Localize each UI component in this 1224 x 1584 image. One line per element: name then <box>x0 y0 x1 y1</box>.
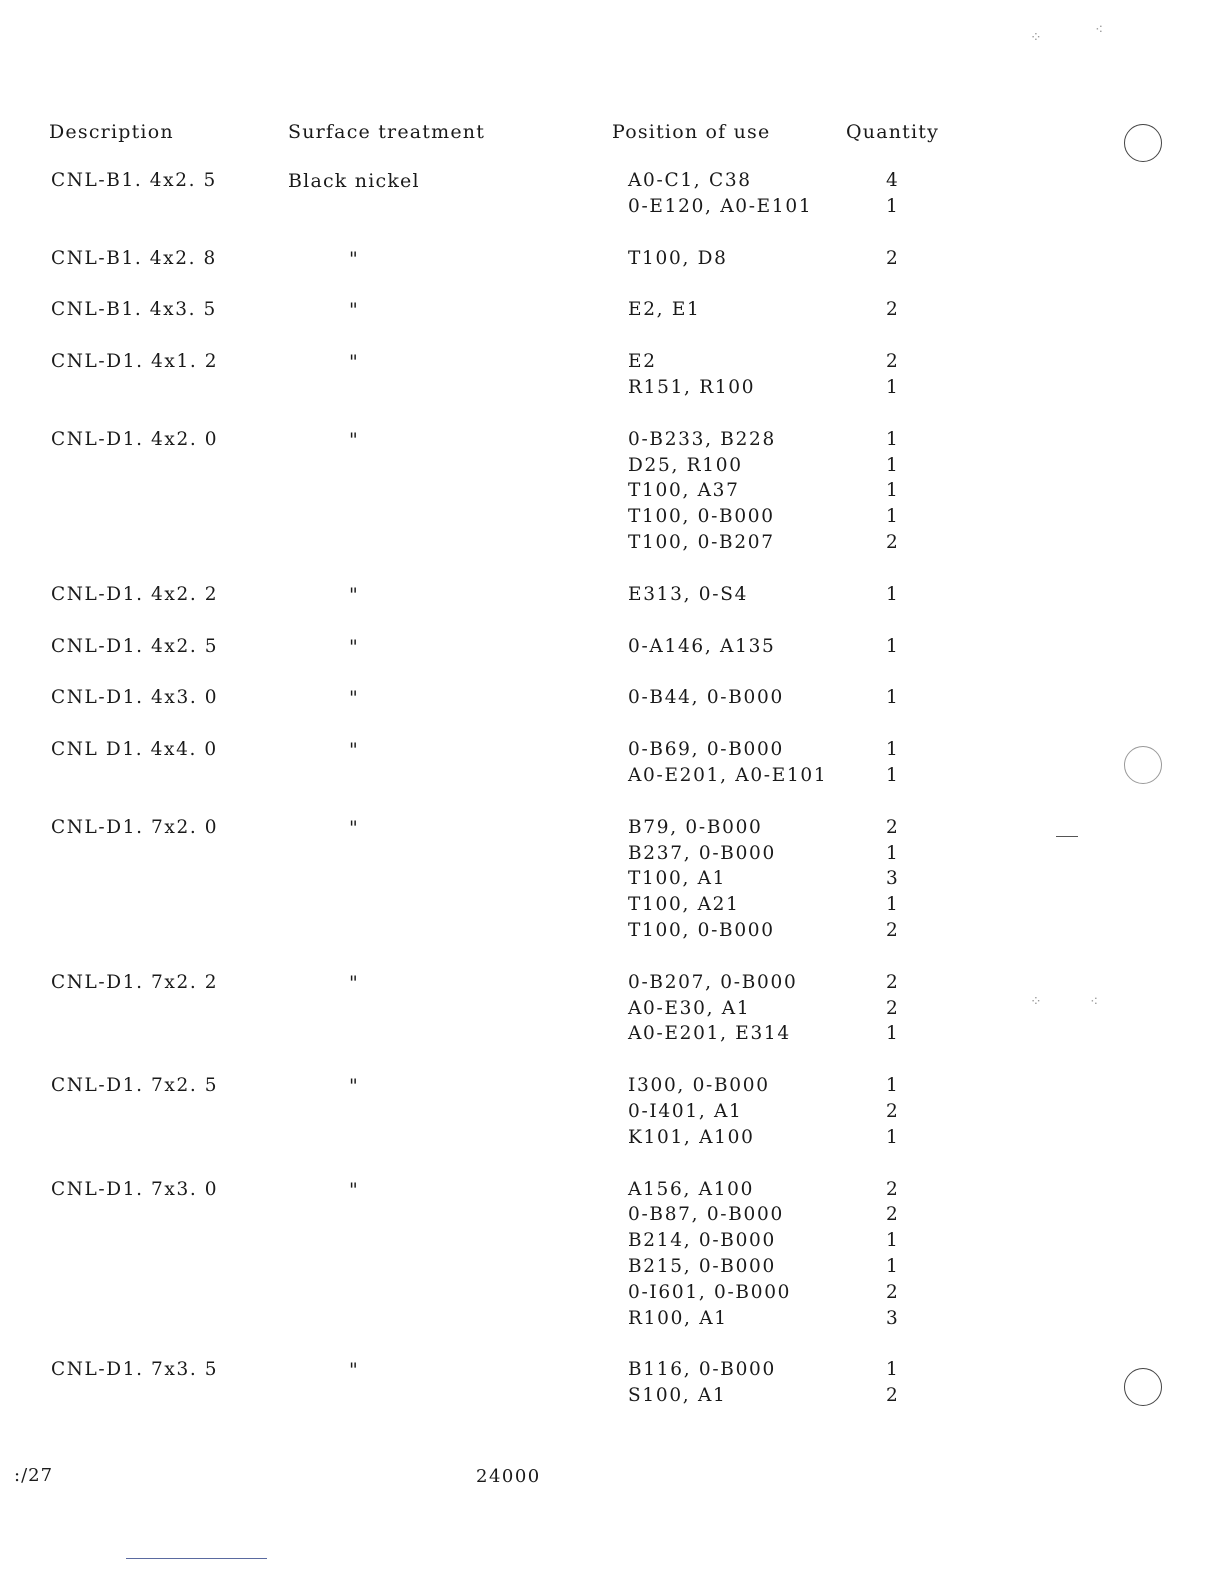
row-surface-treatment: " <box>349 299 359 322</box>
quantity-value: 1 <box>886 195 900 217</box>
position-of-use: A0-E201, E314 <box>628 1023 791 1045</box>
position-of-use: 0-B69, 0-B000 <box>628 739 784 761</box>
scan-mark <box>1056 836 1078 837</box>
position-list <box>628 170 1224 222</box>
position-line <box>628 377 1224 403</box>
document-number: 24000 <box>476 1466 541 1487</box>
quantity-value: 2 <box>886 1385 900 1407</box>
quantity-value: 2 <box>886 919 900 941</box>
row-surface-treatment: " <box>349 583 359 606</box>
table-row <box>0 299 1224 325</box>
position-of-use: A0-E30, A1 <box>628 997 751 1019</box>
table-row <box>0 636 1224 662</box>
table-row <box>0 351 1224 403</box>
row-description: CNL-D1. 4x2. 5 <box>51 635 219 657</box>
position-of-use: T100, D8 <box>628 247 728 269</box>
position-of-use: A156, A100 <box>628 1178 755 1200</box>
position-of-use: R100, A1 <box>628 1307 728 1329</box>
quantity-value: 1 <box>886 376 900 398</box>
position-of-use: R151, R100 <box>628 376 756 398</box>
position-of-use: B116, 0-B000 <box>628 1359 776 1381</box>
position-list <box>628 1075 1224 1152</box>
quantity-value: 2 <box>886 1178 900 1200</box>
position-line <box>628 351 1224 377</box>
table-row <box>0 739 1224 791</box>
quantity-value: 2 <box>886 247 900 269</box>
quantity-value: 1 <box>886 894 900 916</box>
table-row <box>0 972 1224 1049</box>
position-line <box>628 455 1224 481</box>
quantity-value: 1 <box>886 480 900 502</box>
quantity-value: 2 <box>886 971 900 993</box>
position-of-use: 0-I601, 0-B000 <box>628 1281 792 1303</box>
position-line <box>628 429 1224 455</box>
position-of-use: B214, 0-B000 <box>628 1230 776 1252</box>
row-description: CNL-D1. 7x3. 0 <box>51 1178 219 1200</box>
row-surface-treatment: " <box>349 635 359 658</box>
row-surface-treatment: " <box>349 739 359 762</box>
position-line <box>628 480 1224 506</box>
position-line <box>628 1230 1224 1256</box>
position-of-use: E2 <box>628 351 657 373</box>
table-row <box>0 817 1224 946</box>
row-description: CNL-B1. 4x2. 5 <box>51 170 217 191</box>
quantity-value: 1 <box>886 687 900 709</box>
quantity-value: 1 <box>886 1359 900 1381</box>
quantity-value: 1 <box>886 506 900 528</box>
position-line <box>628 506 1224 532</box>
position-list <box>628 817 1224 946</box>
row-surface-treatment: " <box>349 816 359 839</box>
position-line <box>628 1179 1224 1205</box>
row-surface-treatment: " <box>349 687 359 710</box>
position-list <box>628 1179 1224 1334</box>
punch-hole <box>1124 1368 1162 1406</box>
row-surface-treatment: " <box>349 1075 359 1098</box>
position-line <box>628 894 1224 920</box>
position-of-use: 0-B233, B228 <box>628 428 776 450</box>
position-of-use: 0-A146, A135 <box>628 635 776 657</box>
scan-speck: ⁖ <box>1090 994 1099 1010</box>
quantity-value: 3 <box>886 868 900 890</box>
header-position-of-use: Position of use <box>612 121 771 143</box>
table-row <box>0 170 1224 222</box>
quantity-value: 2 <box>886 1100 900 1122</box>
position-of-use: T100, A21 <box>628 894 740 916</box>
position-line <box>628 843 1224 869</box>
position-of-use: S100, A1 <box>628 1385 727 1407</box>
position-of-use: D25, R100 <box>628 454 743 476</box>
position-line <box>628 299 1224 325</box>
row-description: CNL D1. 4x4. 0 <box>51 739 218 761</box>
row-surface-treatment: Black nickel <box>288 170 420 192</box>
quantity-value: 1 <box>886 1230 900 1252</box>
scan-speck: ⁘ <box>1030 994 1042 1010</box>
position-line <box>628 584 1224 610</box>
position-of-use: 0-B87, 0-B000 <box>628 1204 784 1226</box>
position-line <box>628 920 1224 946</box>
position-of-use: E313, 0-S4 <box>628 583 749 605</box>
quantity-value: 1 <box>886 1075 900 1097</box>
punch-hole <box>1124 124 1162 162</box>
table-row <box>0 1075 1224 1152</box>
position-of-use: 0-E120, A0-E101 <box>628 195 813 217</box>
position-list <box>628 299 1224 325</box>
quantity-value: 2 <box>886 1281 900 1303</box>
position-list <box>628 636 1224 662</box>
position-line <box>628 196 1224 222</box>
footer-rule <box>126 1558 267 1559</box>
row-description: CNL-D1. 7x3. 5 <box>51 1359 219 1381</box>
row-description: CNL-B1. 4x3. 5 <box>51 299 217 321</box>
quantity-value: 1 <box>886 764 900 786</box>
row-surface-treatment: " <box>349 247 359 270</box>
position-line <box>628 532 1224 558</box>
header-quantity: Quantity <box>846 121 940 143</box>
position-line <box>628 1256 1224 1282</box>
table-row <box>0 1359 1224 1411</box>
position-line <box>628 1282 1224 1308</box>
punch-hole <box>1124 746 1162 784</box>
position-line <box>628 972 1224 998</box>
quantity-value: 1 <box>886 1023 900 1045</box>
position-list <box>628 351 1224 403</box>
header-description: Description <box>49 121 174 143</box>
row-surface-treatment: " <box>349 351 359 374</box>
scan-speck: ⁘ <box>1030 30 1042 46</box>
position-of-use: T100, 0-B207 <box>628 531 775 553</box>
quantity-value: 1 <box>886 583 900 605</box>
position-list <box>628 584 1224 610</box>
position-of-use: I300, 0-B000 <box>628 1075 770 1097</box>
position-line <box>628 1127 1224 1153</box>
row-description: CNL-D1. 7x2. 0 <box>51 816 219 838</box>
table-row <box>0 1179 1224 1334</box>
position-of-use: B215, 0-B000 <box>628 1255 776 1277</box>
quantity-value: 2 <box>886 351 900 373</box>
quantity-value: 2 <box>886 997 900 1019</box>
quantity-value: 2 <box>886 1204 900 1226</box>
position-line <box>628 1075 1224 1101</box>
quantity-value: 1 <box>886 842 900 864</box>
position-of-use: 0-B44, 0-B000 <box>628 687 784 709</box>
quantity-value: 2 <box>886 816 900 838</box>
position-of-use: T100, A37 <box>628 480 740 502</box>
position-of-use: B237, 0-B000 <box>628 842 776 864</box>
position-list <box>628 972 1224 1049</box>
position-line <box>628 817 1224 843</box>
position-line <box>628 1101 1224 1127</box>
row-description: CNL-D1. 4x2. 0 <box>51 428 219 450</box>
quantity-value: 1 <box>886 428 900 450</box>
row-description: CNL-D1. 7x2. 5 <box>51 1075 219 1097</box>
position-of-use: E2, E1 <box>628 299 701 321</box>
quantity-value: 1 <box>886 454 900 476</box>
position-line <box>628 170 1224 196</box>
header-surface-treatment: Surface treatment <box>288 121 486 143</box>
quantity-value: 4 <box>886 170 900 191</box>
position-line <box>628 868 1224 894</box>
position-line <box>628 1204 1224 1230</box>
position-of-use: K101, A100 <box>628 1126 755 1148</box>
position-line <box>628 1023 1224 1049</box>
quantity-value: 1 <box>886 635 900 657</box>
position-of-use: A0-C1, C38 <box>628 170 752 191</box>
parts-table <box>0 170 1224 1437</box>
quantity-value: 1 <box>886 1126 900 1148</box>
row-surface-treatment: " <box>349 1178 359 1201</box>
position-line <box>628 687 1224 713</box>
table-row <box>0 584 1224 610</box>
position-of-use: A0-E201, A0-E101 <box>628 764 828 786</box>
quantity-value: 1 <box>886 1255 900 1277</box>
position-list <box>628 248 1224 274</box>
row-description: CNL-D1. 4x3. 0 <box>51 687 219 709</box>
table-row <box>0 687 1224 713</box>
row-description: CNL-B1. 4x2. 8 <box>51 247 217 269</box>
row-surface-treatment: " <box>349 971 359 994</box>
position-line <box>628 1308 1224 1334</box>
position-line <box>628 248 1224 274</box>
table-row <box>0 429 1224 558</box>
position-of-use: T100, A1 <box>628 868 727 890</box>
row-surface-treatment: " <box>349 1359 359 1382</box>
row-description: CNL-D1. 7x2. 2 <box>51 971 219 993</box>
position-of-use: T100, 0-B000 <box>628 919 775 941</box>
position-line <box>628 636 1224 662</box>
row-surface-treatment: " <box>349 428 359 451</box>
position-of-use: T100, 0-B000 <box>628 506 775 528</box>
row-description: CNL-D1. 4x2. 2 <box>51 583 219 605</box>
position-of-use: 0-I401, A1 <box>628 1100 743 1122</box>
quantity-value: 3 <box>886 1307 900 1329</box>
position-of-use: B79, 0-B000 <box>628 816 763 838</box>
position-list <box>628 429 1224 558</box>
table-row <box>0 248 1224 274</box>
position-list <box>628 687 1224 713</box>
row-description: CNL-D1. 4x1. 2 <box>51 351 219 373</box>
position-line <box>628 998 1224 1024</box>
quantity-value: 1 <box>886 739 900 761</box>
quantity-value: 2 <box>886 299 900 321</box>
quantity-value: 2 <box>886 531 900 553</box>
position-of-use: 0-B207, 0-B000 <box>628 971 798 993</box>
page-reference: :/27 <box>14 1465 54 1486</box>
scan-speck: ⁖ <box>1095 22 1104 38</box>
